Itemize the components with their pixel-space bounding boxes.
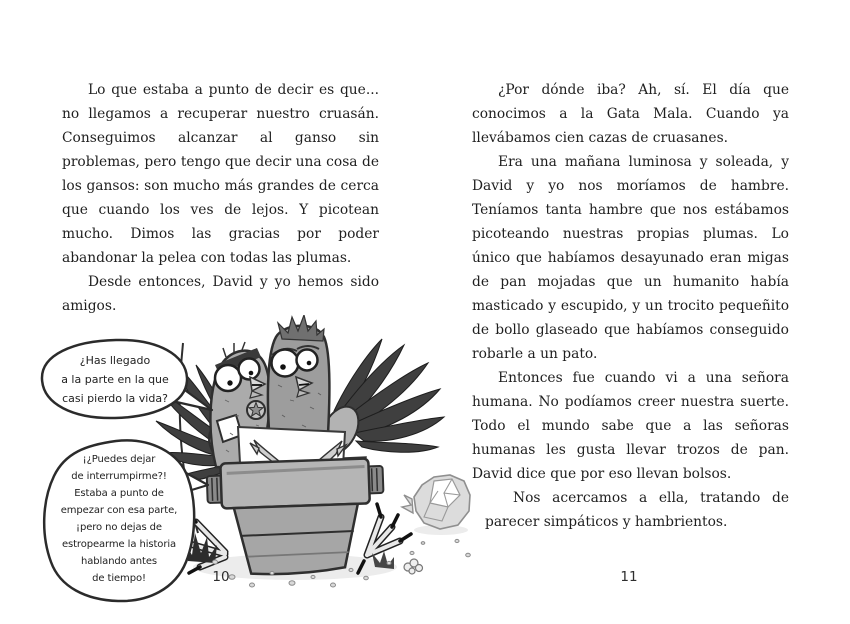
bubble-line: ¡¿Puedes dejar (82, 454, 156, 465)
eye (215, 365, 241, 391)
left-page-text (62, 78, 379, 318)
beak-gap (299, 384, 309, 385)
bubble-line: de interrumpirme?! (71, 471, 167, 482)
bubble-line: empezar con esa parte, (60, 505, 178, 516)
paragraph: Desde entonces, David y yo hemos sido amigos. (62, 274, 379, 314)
pupil (307, 361, 312, 366)
eye (297, 350, 318, 371)
pigeons-illustration (20, 315, 480, 615)
right-page-text (472, 78, 789, 534)
pupil (280, 364, 286, 370)
paragraph: Entonces fue cuando vi a una señora humana. No podíamos creer nuestra suerte. Todo el mundo sabe que a las señoras humanas les gusta llevar trozos de pan. David dice que por eso llevan bolsos. (472, 370, 789, 482)
crumpled-paper-ball (402, 475, 470, 529)
bubble-line: hablando antes (80, 556, 158, 567)
bubble-line: a la parte en la que (61, 373, 169, 386)
paragraph: ¿Por dónde iba? Ah, sí. El día que conocimos a la Gata Mala. Cuando ya llevábamos cien cazas de cruasanes. (472, 82, 789, 146)
pupil (227, 380, 232, 385)
bubble-line: ¿Has llegado (79, 354, 151, 367)
bubble-line: Estaba a punto de (74, 488, 164, 499)
bubble-line: de tiempo! (92, 573, 146, 584)
eye (239, 359, 260, 380)
pot-body (234, 504, 360, 576)
pupil (249, 371, 254, 376)
bubble-line: ¡pero no dejas de (76, 522, 162, 533)
pebble-cloud (404, 559, 423, 574)
bubble-line: estropearme la historia (61, 539, 177, 550)
paragraph: Nos acercamos a ella, tratando de parecer simpáticos y hambrientos. (485, 490, 789, 530)
bubble-line: casi pierdo la vida? (62, 392, 168, 405)
page-number-left: 10 (212, 569, 230, 585)
paragraph: Era una mañana luminosa y soleada, y David y yo nos moríamos de hambre. Teníamos tanta hambre que nos estábamos picoteando nuestras propias plumas. Lo único que habíamos desayunado eran migas de pan mojadas que un humanito había masticado y escupido, y un trocito pequeñito de bollo glaseado que habíamos conseguido robarle a un pato. (472, 154, 789, 362)
speech-bubble-top (42, 340, 212, 418)
eye (272, 350, 299, 377)
page-number-right: 11 (620, 569, 638, 585)
paragraph: Lo que estaba a punto de decir es que... no llegamos a recuperar nuestro cruasán. Conseguimos alcanzar al ganso sin problemas, pero tengo que decir una cosa de los gansos: son mucho más grandes de cerca que cuando los ves de lejos. Y picotean mucho. Dimos las gracias por poder abandonar la pelea con todas las plumas. (62, 82, 379, 266)
